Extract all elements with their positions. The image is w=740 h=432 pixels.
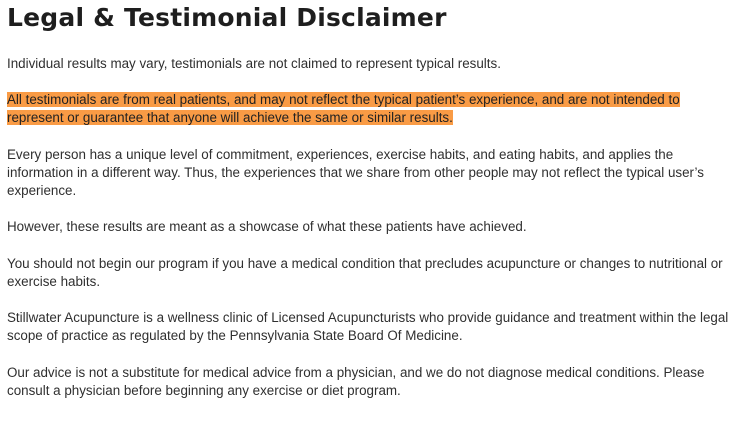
paragraph-clinic-info [7, 309, 729, 345]
paragraph-medical-condition [7, 255, 729, 291]
paragraph-testimonials-highlighted [7, 91, 729, 127]
paragraph-text: Our advice is not a substitute for medical advice from a physician, and we do not diagnose medical conditions. Please consult a physician before beginning any exercise or diet program. [7, 365, 705, 398]
paragraph-results-vary [7, 55, 729, 73]
highlighted-text: All testimonials are from real patients, and may not reflect the typical patient’s experience, and are not intended to represent or guarantee that anyone will achieve the same or similar results. [7, 92, 680, 125]
paragraph-showcase [7, 218, 729, 236]
paragraph-individual-experience [7, 146, 729, 200]
paragraph-text: Individual results may vary, testimonials are not claimed to represent typical results. [7, 56, 501, 71]
paragraph-text: Stillwater Acupuncture is a wellness clinic of Licensed Acupuncturists who provide guidance and treatment within the legal scope of practice as regulated by the Pennsylvania State Board Of Medicine. [7, 310, 729, 343]
paragraph-text: However, these results are meant as a showcase of what these patients have achieved. [7, 219, 527, 234]
paragraph-text: You should not begin our program if you have a medical condition that precludes acupuncture or changes to nutritional or exercise habits. [7, 256, 723, 289]
paragraph-medical-advice [7, 364, 729, 400]
page-title: Legal & Testimonial Disclaimer [7, 3, 447, 32]
paragraph-text: Every person has a unique level of commitment, experiences, exercise habits, and eating habits, and applies the information in a different way. Thus, the experiences that we share from other people may not reflect the typical user’s experience. [7, 147, 704, 198]
